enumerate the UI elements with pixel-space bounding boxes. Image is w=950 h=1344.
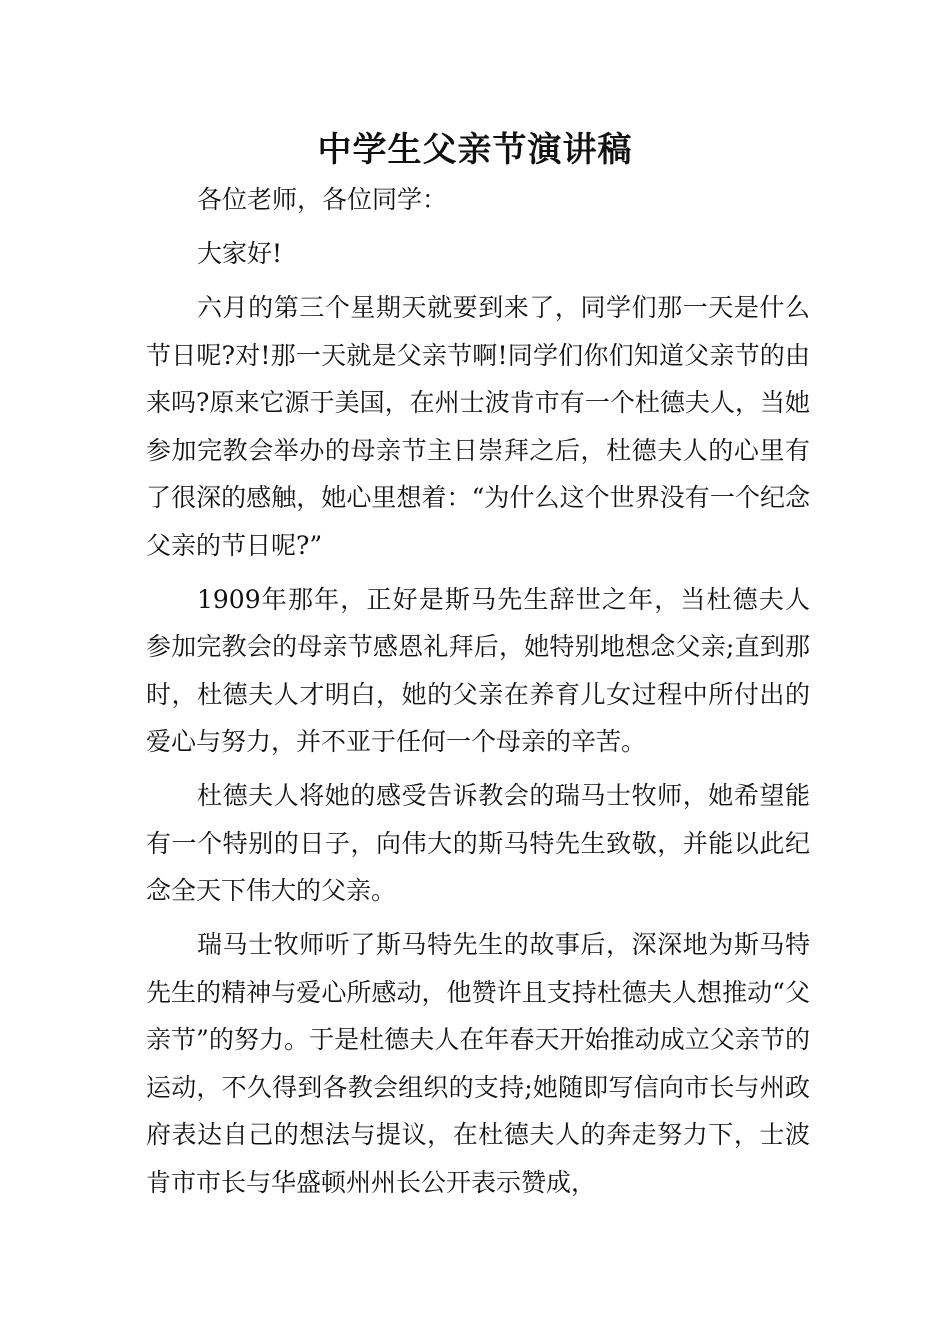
document-body [146,176,810,1213]
paragraph-origin: 六月的第三个星期天就要到来了，同学们那一天是什么节日呢?对!那一天就是父亲节啊!同学们你们知道父亲节的由来吗?原来它源于美国，在州士波肯市有一个杜德夫人，当她参加完教会举办的母亲节主日崇拜之后，杜德夫人的心里有了很深的感触，她心里想着：“为什么这个世界没有一个纪念父亲的节日呢?” [146,293,810,560]
paragraph-pastor: 杜德夫人将她的感受告诉教会的瑞马士牧师，她希望能有一个特别的日子，向伟大的斯马特先生致敬，并能以此纪念全天下伟大的父亲。 [146,781,810,905]
paragraph-1909: 1909年那年，正好是斯马先生辞世之年，当杜德夫人参加完教会的母亲节感恩礼拜后，她特别地想念父亲;直到那时，杜德夫人才明白，她的父亲在养育儿女过程中所付出的爱心与努力，并不亚于任何一个母亲的辛苦。 [146,584,810,756]
paragraph-movement: 瑞马士牧师听了斯马特先生的故事后，深深地为斯马特先生的精神与爱心所感动，他赞许且支持杜德夫人想推动“父亲节”的努力。于是杜德夫人在年春天开始推动成立父亲节的运动，不久得到各教会组织的支持;她随即写信向市长与州政府表达自己的想法与提议，在杜德夫人的奔走努力下，士波肯市市长与华盛顿州州长公开表示赞成， [146,930,810,1197]
page-title: 中学生父亲节演讲稿 [317,130,633,170]
paragraph-hello: 大家好! [197,239,283,268]
paragraph-greeting: 各位老师，各位同学： [197,185,448,214]
